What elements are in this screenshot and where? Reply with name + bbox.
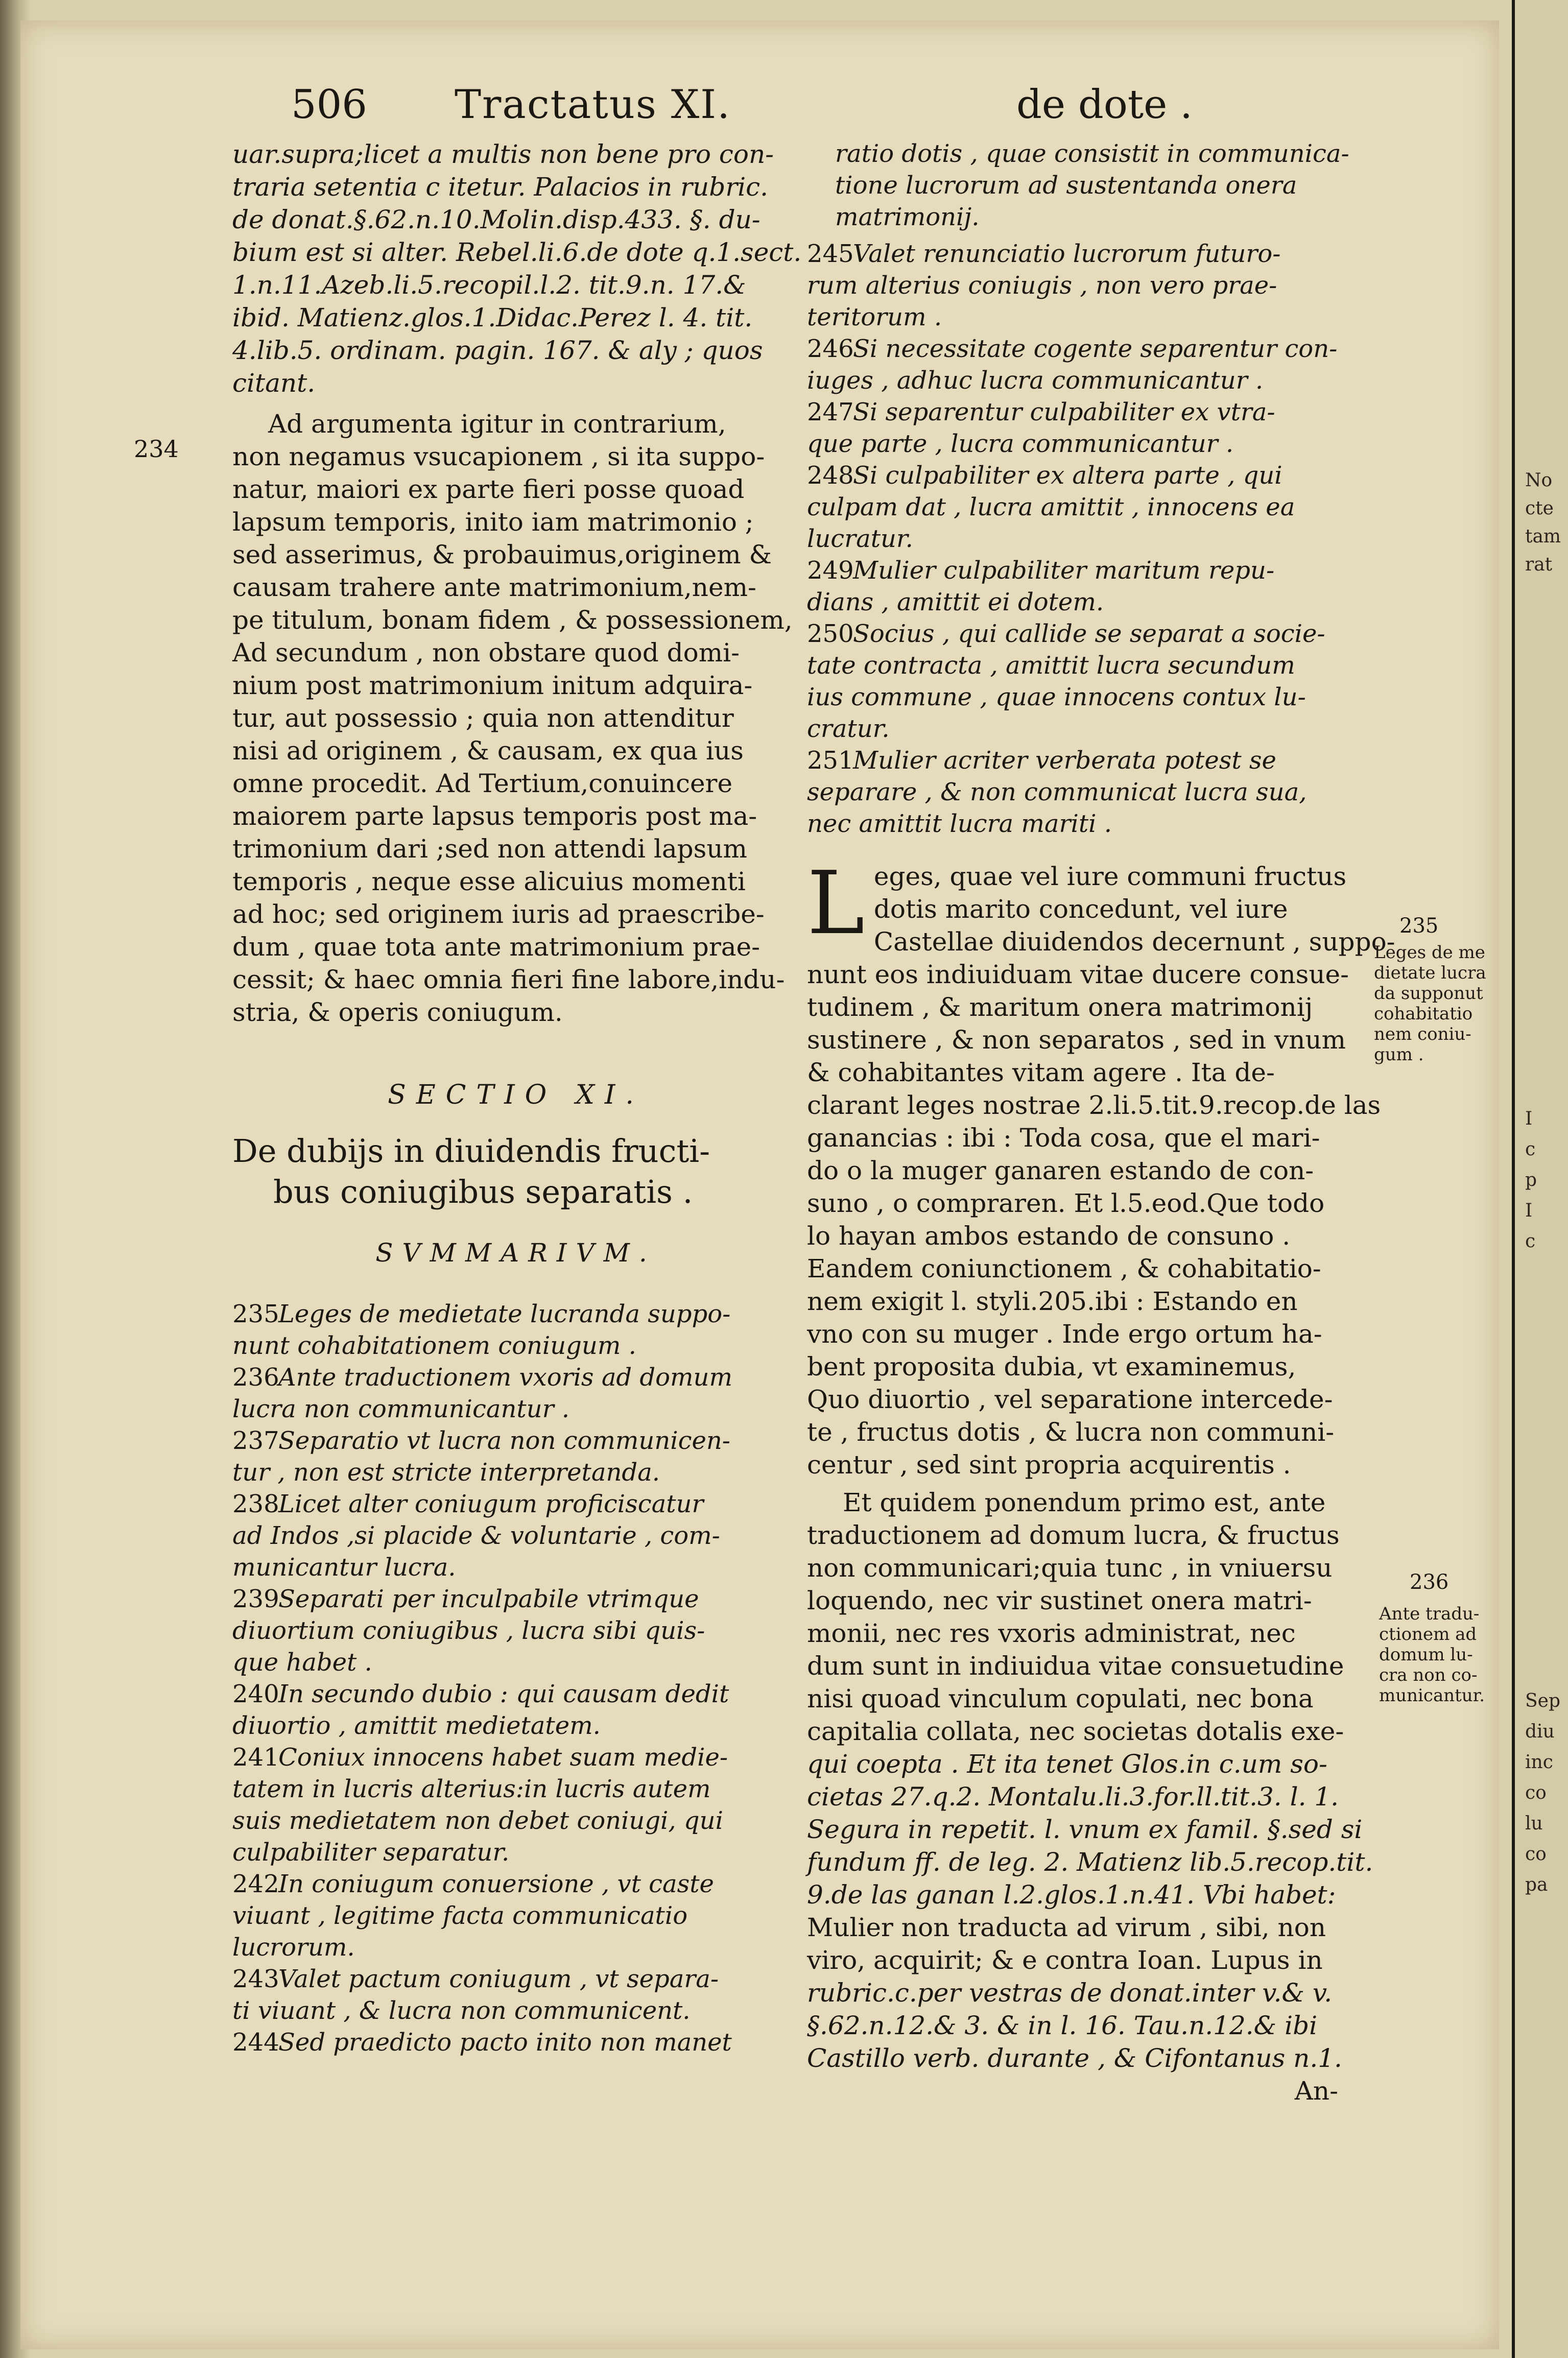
text-line: causam trahere ante matrimonium,nem- bbox=[232, 573, 756, 602]
next-page-fragment: Sep bbox=[1525, 1690, 1561, 1711]
text-line: eges, quae vel iure communi fructus bbox=[873, 862, 1347, 891]
text-line: qui coepta . Et ita tenet Glos.in c.um so- bbox=[807, 1749, 1327, 1779]
summary-entry-cont: que parte , lucra communicantur . bbox=[807, 430, 1234, 458]
text-line: uar.supra;licet a multis non bene pro con- bbox=[232, 139, 774, 169]
summary-list-right bbox=[807, 238, 1359, 840]
text-line: maiorem parte lapsus temporis post ma- bbox=[232, 801, 757, 831]
next-page-edge bbox=[1512, 0, 1568, 2358]
text-line: Ad argumenta igitur in contrarium, bbox=[268, 409, 726, 439]
summary-entry: 242In coniugum conuersione , vt caste bbox=[232, 1870, 714, 1898]
catchword: An- bbox=[1294, 2076, 1338, 2106]
margin-note-line: ctionem ad bbox=[1379, 1624, 1477, 1645]
next-page-fragment: rat bbox=[1525, 554, 1553, 575]
text-line: temporis , neque esse alicuius momenti bbox=[232, 867, 746, 896]
next-page-fragment: co bbox=[1525, 1844, 1547, 1865]
summary-entry: 237Separatio vt lucra non communicen- bbox=[232, 1426, 731, 1455]
text-line: ganancias : ibi : Toda cosa, que el mari- bbox=[807, 1123, 1320, 1153]
section-title bbox=[232, 1131, 799, 1212]
text-line: ad hoc; sed originem iuris ad praescribe- bbox=[232, 899, 765, 929]
next-page-fragment: inc bbox=[1525, 1752, 1553, 1773]
summary-entry: 239Separati per inculpabile vtrimque bbox=[232, 1585, 699, 1613]
summary-entry-cont: nunt cohabitationem coniugum . bbox=[232, 1331, 636, 1360]
margin-note-line: nem coniu- bbox=[1374, 1024, 1471, 1044]
text-line: traria setentia c itetur. Palacios in rubric. bbox=[232, 172, 769, 202]
summary-entry: 244Sed praedicto pacto inito non manet bbox=[232, 2028, 732, 2057]
summary-entry-cont: diuortium coniugibus , lucra sibi quis- bbox=[232, 1616, 705, 1645]
summary-entry-cont: culpam dat , lucra amittit , innocens ea bbox=[807, 493, 1295, 521]
text-line: centur , sed sint propria acquirentis . bbox=[807, 1450, 1291, 1480]
margin-note-line: da supponut bbox=[1374, 983, 1483, 1004]
right-column bbox=[807, 138, 1395, 2107]
text-line: bium est si alter. Rebel.li.6.de dote q.1.sect. bbox=[232, 237, 802, 267]
text-line: viro, acquirit; & e contra Ioan. Lupus in bbox=[807, 1945, 1323, 1975]
text-line: 4.lib.5. ordinam. pagin. 167. & aly ; quos bbox=[232, 336, 763, 365]
text-line: nisi ad originem , & causam, ex qua ius bbox=[232, 736, 744, 766]
running-head-right: de dote . bbox=[1016, 82, 1193, 128]
margin-number-234: 234 bbox=[134, 435, 179, 463]
text-line: dum , quae tota ante matrimonium prae- bbox=[232, 932, 761, 962]
section-heading: SECTIO XI. bbox=[388, 1080, 644, 1110]
text-line: vno con su muger . Inde ergo ortum ha- bbox=[807, 1319, 1322, 1349]
paragraph-leges bbox=[807, 853, 1395, 1481]
margin-note-line: cra non co- bbox=[1379, 1665, 1478, 1685]
next-page-fragment: pa bbox=[1525, 1874, 1548, 1895]
summary-entry-cont: tate contracta , amittit lucra secundum bbox=[807, 651, 1295, 680]
summary-entry-cont: municantur lucra. bbox=[232, 1553, 456, 1582]
text-line: ibid. Matienz.glos.1.Didac.Perez l. 4. tit. bbox=[232, 303, 753, 332]
text-line: trimonium dari ;sed non attendi lapsum bbox=[232, 834, 747, 864]
next-page-fragment: diu bbox=[1525, 1721, 1555, 1742]
summary-entry-cont: dians , amittit ei dotem. bbox=[807, 588, 1104, 616]
summary-entry: 245Valet renunciatio lucrorum futuro- bbox=[807, 240, 1281, 268]
summary-continuation bbox=[807, 138, 1359, 233]
summary-entry-cont: ti viuant , & lucra non communicent. bbox=[232, 1996, 691, 2025]
summary-entry-cont: tione lucrorum ad sustentanda onera bbox=[835, 171, 1297, 200]
next-page-fragment: co bbox=[1525, 1782, 1547, 1803]
text-line: dum sunt in indiuidua vitae consuetudine bbox=[807, 1651, 1344, 1681]
next-page-fragment: p bbox=[1525, 1170, 1537, 1190]
text-line: Quo diuortio , vel separatione intercede- bbox=[807, 1385, 1333, 1414]
text-line: fundum ff. de leg. 2. Matienz lib.5.recop.tit. bbox=[807, 1847, 1373, 1877]
text-line: pe titulum, bonam fidem , & possessionem, bbox=[232, 605, 793, 635]
margin-note-line: gum . bbox=[1374, 1044, 1424, 1065]
text-line: Ad secundum , non obstare quod domi- bbox=[232, 638, 740, 668]
summary-entry-cont: matrimonij. bbox=[835, 203, 980, 231]
text-line: suno , o compraren. Et l.5.eod.Que todo bbox=[807, 1188, 1325, 1218]
margin-note-line: dietate lucra bbox=[1374, 963, 1486, 983]
next-page-fragment: No bbox=[1525, 470, 1553, 491]
next-page-fragment: c bbox=[1525, 1231, 1536, 1252]
text-line: loquendo, nec vir sustinet onera matri- bbox=[807, 1586, 1312, 1615]
text-line: natur, maiori ex parte fieri posse quoad bbox=[232, 474, 745, 504]
text-line: rubric.c.per vestras de donat.inter v.& v. bbox=[807, 1978, 1333, 2008]
text-line: non negamus vsucapionem , si ita suppo- bbox=[232, 442, 765, 471]
drop-cap: L bbox=[807, 853, 865, 954]
page-number: 506 bbox=[291, 82, 367, 128]
text-line: Segura in repetit. l. vnum ex famil. §.sed si bbox=[807, 1815, 1363, 1844]
text-line: do o la muger ganaren estando de con- bbox=[807, 1156, 1314, 1185]
summary-entry: 247Si separentur culpabiliter ex vtra- bbox=[807, 398, 1275, 426]
margin-note-line: Ante tradu- bbox=[1379, 1604, 1480, 1624]
summary-entry: 240In secundo dubio : qui causam dedit bbox=[232, 1680, 729, 1708]
summary-entry: 251Mulier acriter verberata potest se bbox=[807, 746, 1276, 775]
margin-note-line: cohabitatio bbox=[1374, 1004, 1473, 1024]
text-line: Castellae diuidendos decernunt , suppo- bbox=[873, 927, 1395, 957]
summary-entry: 248Si culpabiliter ex altera parte , qui bbox=[807, 461, 1282, 490]
next-page-fragment: lu bbox=[1525, 1813, 1543, 1834]
summary-entry-cont: tatem in lucris alterius:in lucris autem bbox=[232, 1775, 711, 1803]
text-line: citant. bbox=[232, 368, 316, 398]
summary-entry-cont: teritorum . bbox=[807, 303, 942, 331]
summary-entry-cont: lucrorum. bbox=[232, 1933, 355, 1962]
paragraph-main bbox=[232, 408, 799, 1029]
text-line: traductionem ad domum lucra, & fructus bbox=[807, 1520, 1340, 1550]
text-line: Castillo verb. durante , & Cifontanus n.1. bbox=[807, 2043, 1342, 2073]
summary-entry: 238Licet alter coniugum proficiscatur bbox=[232, 1490, 704, 1518]
margin-note-number: 235 bbox=[1399, 914, 1439, 938]
text-line: lo hayan ambos estando de consuno . bbox=[807, 1221, 1291, 1251]
summary-entry-cont: rum alterius coniugis , non vero prae- bbox=[807, 271, 1277, 300]
section-title-line: bus coniugibus separatis . bbox=[273, 1173, 693, 1210]
summary-entry-cont: que habet . bbox=[232, 1648, 372, 1677]
summary-entry: 241Coniux innocens habet suam medie- bbox=[232, 1743, 728, 1772]
summary-entry-cont: separare , & non communicat lucra sua, bbox=[807, 778, 1307, 806]
summary-entry-cont: ad Indos ,si placide & voluntarie , com- bbox=[232, 1521, 720, 1550]
text-line: dotis marito concedunt, vel iure bbox=[873, 894, 1288, 924]
summary-entry: 243Valet pactum coniugum , vt separa- bbox=[232, 1965, 719, 1993]
summary-entry-cont: lucratur. bbox=[807, 525, 913, 553]
text-line: tur, aut possessio ; quia non attenditur bbox=[232, 703, 734, 733]
margin-note-line: Leges de me bbox=[1374, 942, 1485, 963]
text-line: nem exigit l. styli.205.ibi : Estando en bbox=[807, 1287, 1298, 1316]
summary-entry-cont: lucra non communicantur . bbox=[232, 1395, 570, 1423]
summary-entry: 246Si necessitate cogente separentur con- bbox=[807, 335, 1338, 363]
text-line: cietas 27.q.2. Montalu.li.3.for.ll.tit.3. l. 1. bbox=[807, 1782, 1339, 1812]
text-line: monii, nec res vxoris administrat, nec bbox=[807, 1618, 1296, 1648]
next-page-fragment: I bbox=[1525, 1200, 1533, 1221]
summary-entry-cont: tur , non est stricte interpretanda. bbox=[232, 1458, 660, 1487]
text-line: 1.n.11.Azeb.li.5.recopil.l.2. tit.9.n. 17.& bbox=[232, 270, 746, 300]
paragraph-citations bbox=[232, 138, 802, 399]
next-page-fragment: cte bbox=[1525, 498, 1554, 519]
text-line: 9.de las ganan l.2.glos.1.n.41. Vbi habet: bbox=[807, 1880, 1336, 1910]
text-line: sustinere , & non separatos , sed in vnum bbox=[807, 1025, 1346, 1055]
summary-entry-cont: ius commune , quae innocens contux lu- bbox=[807, 683, 1306, 711]
summary-entry: 249Mulier culpabiliter maritum repu- bbox=[807, 556, 1275, 585]
text-line: nium post matrimonium initum adquira- bbox=[232, 671, 753, 700]
text-line: nunt eos indiuiduam vitae ducere consue- bbox=[807, 960, 1349, 989]
text-line: Et quidem ponendum primo est, ante bbox=[843, 1488, 1326, 1517]
summary-entry: 235Leges de medietate lucranda suppo- bbox=[232, 1300, 731, 1328]
summary-entry-cont: cratur. bbox=[807, 714, 890, 743]
margin-note-line: municantur. bbox=[1379, 1685, 1485, 1706]
text-line: sed asserimus, & probauimus,originem & bbox=[232, 540, 772, 569]
summary-entry: 250Socius , qui callide se separat a socie- bbox=[807, 620, 1325, 648]
summary-entry-cont: ratio dotis , quae consistit in communica- bbox=[835, 139, 1349, 168]
summary-entry-cont: culpabiliter separatur. bbox=[232, 1838, 510, 1867]
text-line: lapsum temporis, inito iam matrimonio ; bbox=[232, 507, 754, 537]
text-line: nisi quoad vinculum copulati, nec bona bbox=[807, 1684, 1314, 1713]
summary-entry-cont: iuges , adhuc lucra communicantur . bbox=[807, 366, 1264, 395]
text-line: stria, & operis coniugum. bbox=[232, 997, 563, 1027]
text-line: clarant leges nostrae 2.li.5.tit.9.recop.de las bbox=[807, 1090, 1381, 1120]
next-page-fragment: tam bbox=[1525, 526, 1561, 547]
section-title-line: De dubijs in diuidendis fructi- bbox=[232, 1132, 710, 1170]
summary-entry-cont: nec amittit lucra mariti . bbox=[807, 809, 1112, 838]
text-line: omne procedit. Ad Tertium,conuincere bbox=[232, 769, 733, 798]
text-line: non communicari;quia tunc , in vniuersu bbox=[807, 1553, 1333, 1583]
summarium-heading: SVMMARIVM. bbox=[375, 1238, 656, 1268]
text-line: & cohabitantes vitam agere . Ita de- bbox=[807, 1058, 1275, 1087]
summary-entry-cont: viuant , legitime facta communicatio bbox=[232, 1901, 688, 1930]
text-line: capitalia collata, nec societas dotalis exe- bbox=[807, 1717, 1344, 1746]
paragraph-et-quidem bbox=[807, 1486, 1373, 2075]
text-line: te , fructus dotis , & lucra non communi- bbox=[807, 1417, 1335, 1447]
summary-entry-cont: suis medietatem non debet coniugi, qui bbox=[232, 1806, 723, 1835]
text-line: Mulier non traducta ad virum , sibi, non bbox=[807, 1913, 1326, 1942]
summary-entry: 236Ante traductionem vxoris ad domum bbox=[232, 1363, 732, 1392]
text-line: cessit; & haec omnia fieri fine labore,indu- bbox=[232, 965, 785, 994]
text-line: de donat.§.62.n.10.Molin.disp.433. §. du- bbox=[232, 205, 761, 234]
text-line: Eandem coniunctionem , & cohabitatio- bbox=[807, 1254, 1321, 1283]
text-line: §.62.n.12.& 3. & in l. 16. Tau.n.12.& ibi bbox=[807, 2011, 1318, 2040]
summary-list-left bbox=[232, 1298, 799, 2058]
margin-note-number: 236 bbox=[1410, 1570, 1449, 1594]
text-line: tudinem , & maritum onera matrimonij bbox=[807, 992, 1313, 1022]
running-title: Tractatus XI. bbox=[455, 82, 731, 128]
left-column bbox=[232, 138, 802, 2058]
margin-note-line: domum lu- bbox=[1379, 1645, 1473, 1665]
next-page-fragment: c bbox=[1525, 1139, 1536, 1160]
summary-entry-cont: diuortio , amittit medietatem. bbox=[232, 1711, 601, 1740]
next-page-fragment: I bbox=[1525, 1108, 1533, 1129]
text-line: bent proposita dubia, vt examinemus, bbox=[807, 1352, 1296, 1382]
